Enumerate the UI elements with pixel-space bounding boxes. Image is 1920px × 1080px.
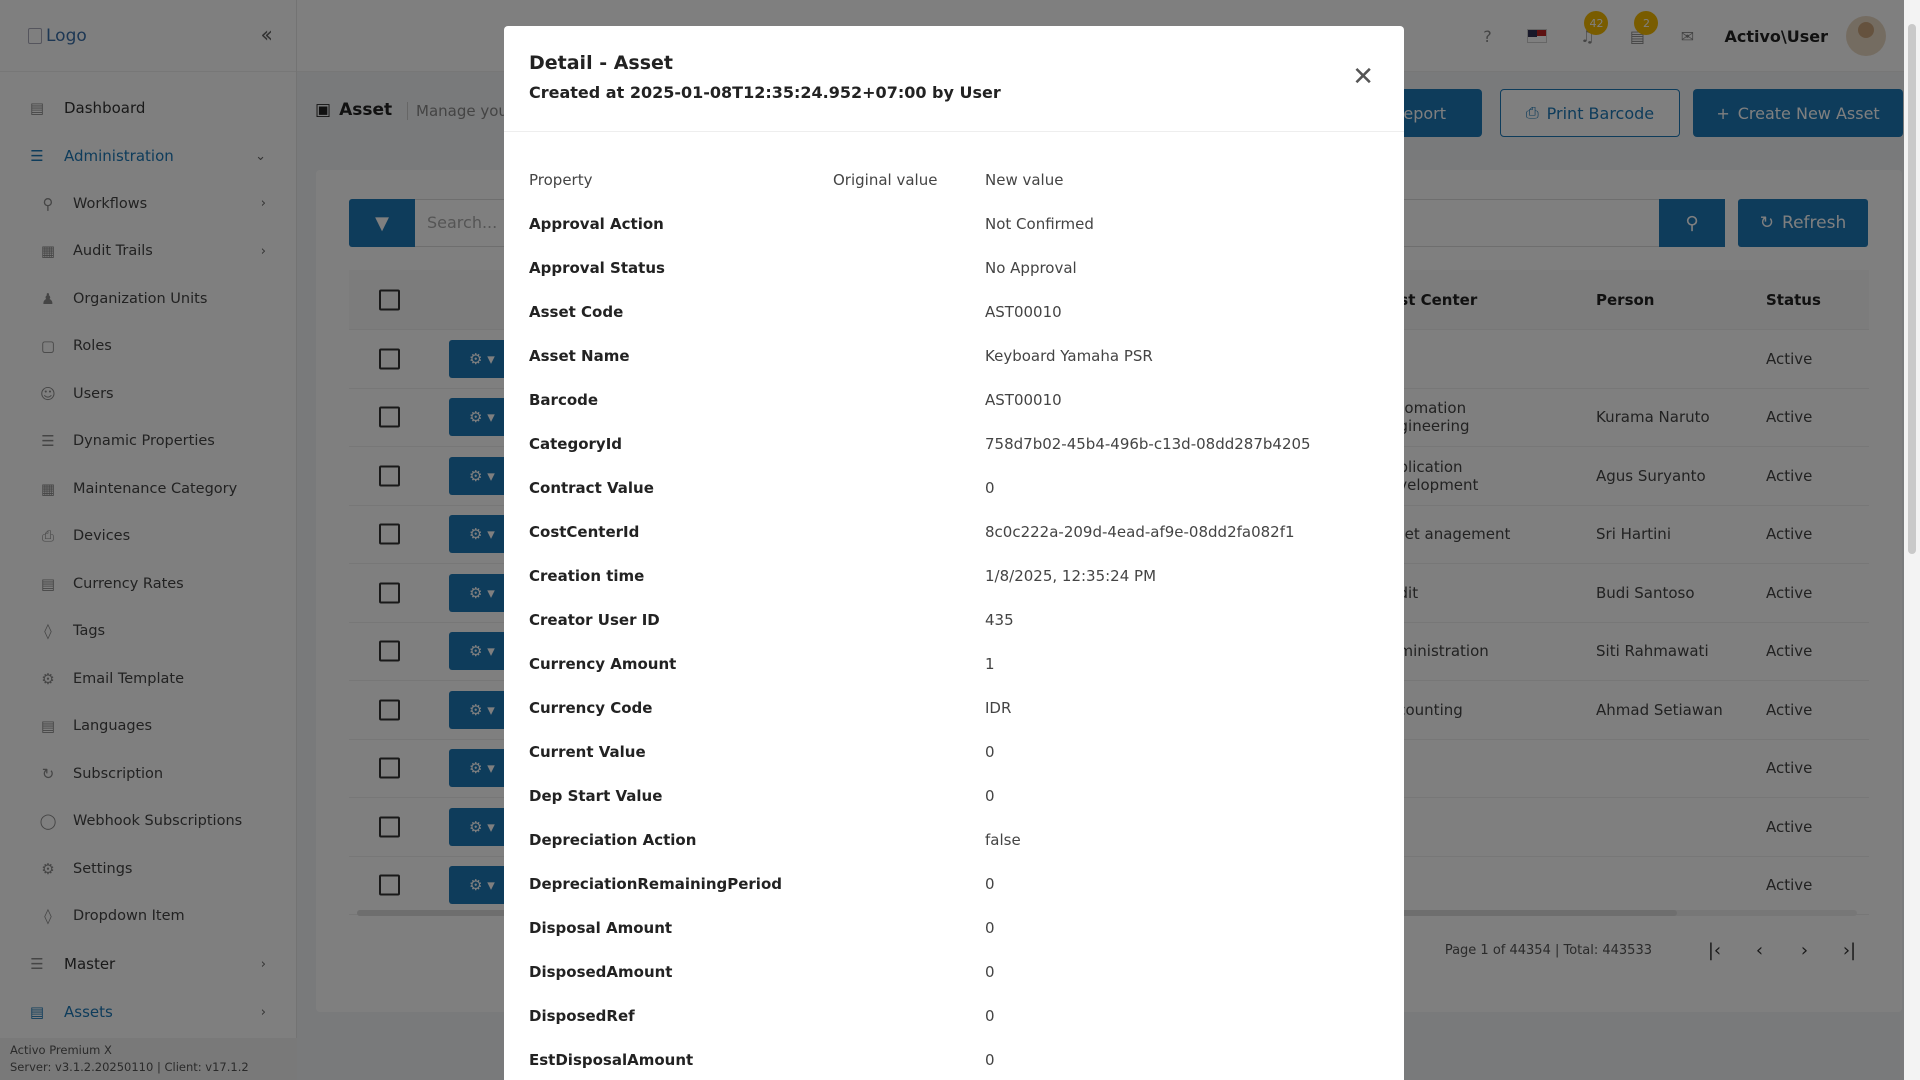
new-value: 0	[985, 479, 995, 497]
new-value: 1/8/2025, 12:35:24 PM	[985, 567, 1157, 585]
property-name: Asset Name	[529, 347, 630, 365]
property-name: Barcode	[529, 391, 599, 409]
new-value: 0	[985, 743, 995, 761]
new-value: Not Confirmed	[985, 215, 1094, 233]
change-log-row	[529, 478, 1379, 522]
property-name: Depreciation Action	[529, 831, 697, 849]
change-log-row	[529, 786, 1379, 830]
new-value: No Approval	[985, 259, 1077, 277]
change-log-row	[529, 918, 1379, 962]
property-name: Disposal Amount	[529, 919, 673, 937]
change-log-row	[529, 962, 1379, 1006]
new-value: 758d7b02-45b4-496b-c13d-08dd287b4205	[985, 435, 1311, 453]
new-value: false	[985, 831, 1021, 849]
property-name: Dep Start Value	[529, 787, 663, 805]
property-name: Currency Code	[529, 699, 653, 717]
new-value: 0	[985, 963, 995, 981]
property-name: Current Value	[529, 743, 646, 761]
change-log-row	[529, 346, 1379, 390]
change-log-row	[529, 742, 1379, 786]
change-log-row	[529, 302, 1379, 346]
new-value: Keyboard Yamaha PSR	[985, 347, 1153, 365]
change-log-row	[529, 434, 1379, 478]
change-log-row	[529, 258, 1379, 302]
asset-detail-modal	[504, 26, 1404, 1080]
new-value: 8c0c222a-209d-4ead-af9e-08dd2fa082f1	[985, 523, 1295, 541]
close-icon[interactable]: ✕	[1352, 62, 1374, 92]
new-value: IDR	[985, 699, 1012, 717]
property-name: CostCenterId	[529, 523, 640, 541]
change-log-row	[529, 698, 1379, 742]
change-log-row	[529, 874, 1379, 918]
change-log-row	[529, 390, 1379, 434]
new-value: 435	[985, 611, 1014, 629]
property-name: EstDisposalAmount	[529, 1051, 694, 1069]
col-property: Property	[529, 171, 593, 189]
change-log-row	[529, 214, 1379, 258]
property-name: Creator User ID	[529, 611, 660, 629]
property-name: Approval Status	[529, 259, 665, 277]
change-log-row	[529, 654, 1379, 698]
new-value: 0	[985, 1007, 995, 1025]
new-value: AST00010	[985, 391, 1062, 409]
property-name: CategoryId	[529, 435, 623, 453]
property-name: DisposedAmount	[529, 963, 673, 981]
new-value: AST00010	[985, 303, 1062, 321]
change-log-row	[529, 1050, 1379, 1080]
property-name: DepreciationRemainingPeriod	[529, 875, 782, 893]
new-value: 0	[985, 787, 995, 805]
new-value: 0	[985, 919, 995, 937]
change-log-header	[529, 170, 1379, 214]
new-value: 0	[985, 875, 995, 893]
new-value: 1	[985, 655, 995, 673]
new-value: 0	[985, 1051, 995, 1069]
property-name: DisposedRef	[529, 1007, 635, 1025]
modal-title: Detail - Asset	[529, 52, 673, 74]
property-name: Asset Code	[529, 303, 624, 321]
property-name: Currency Amount	[529, 655, 677, 673]
modal-header	[504, 26, 1404, 132]
change-log-row	[529, 830, 1379, 874]
change-log-row	[529, 1006, 1379, 1050]
change-log-row	[529, 610, 1379, 654]
col-new-value: New value	[985, 171, 1064, 189]
property-name: Creation time	[529, 567, 645, 585]
property-name: Approval Action	[529, 215, 664, 233]
change-log-row	[529, 522, 1379, 566]
modal-subtitle: Created at 2025-01-08T12:35:24.952+07:00 by User	[529, 83, 1001, 102]
page-scrollbar[interactable]	[1904, 0, 1920, 1080]
change-log-table	[529, 170, 1379, 1080]
change-log-row	[529, 566, 1379, 610]
property-name: Contract Value	[529, 479, 654, 497]
col-original-value: Original value	[833, 171, 938, 189]
